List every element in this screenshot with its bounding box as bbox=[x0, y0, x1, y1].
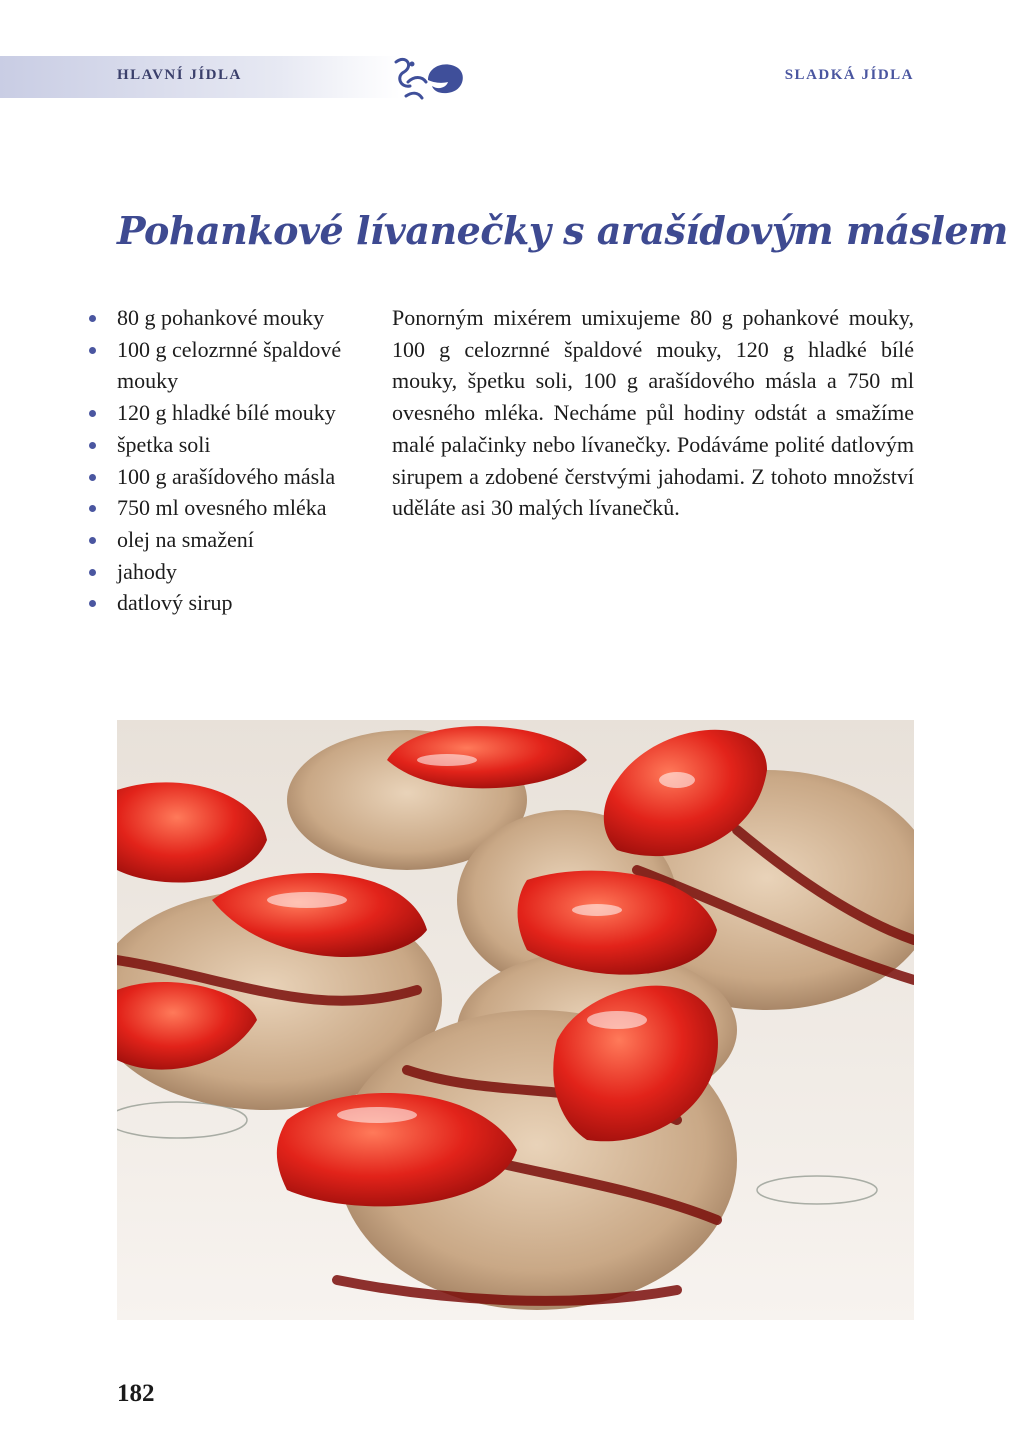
recipe-photo bbox=[117, 720, 914, 1320]
ingredients-list bbox=[88, 302, 378, 619]
recipe-instructions: Ponorným mixérem umixujeme 80 g pohankové mouky, 100 g celozrnné špaldové mouky, 120 g hladké bílé mouky, špetku soli, 100 g arašídového másla a 750 ml ovesného mléka. Necháme půl hodiny odstát a smažíme malé palačinky nebo lívanečky. Podáváme polité datlovým sirupem a zdobené čerstvými jahodami. Z tohoto množství uděláte asi 30 malých lívanečků. bbox=[392, 305, 914, 521]
ingredient-item: 750 ml ovesného mléka bbox=[88, 492, 378, 524]
pancakes-strawberries-image bbox=[117, 720, 914, 1320]
recipe-title: Pohankové lívanečky s arašídovým máslem bbox=[117, 208, 1008, 253]
ingredient-item: špetka soli bbox=[88, 429, 378, 461]
ingredient-item: olej na smažení bbox=[88, 524, 378, 556]
ingredient-item: 100 g arašídového másla bbox=[88, 461, 378, 493]
ingredient-item: 80 g pohankové mouky bbox=[88, 302, 378, 334]
section-label-left: HLAVNÍ JÍDLA bbox=[117, 67, 242, 83]
ingredient-item: jahody bbox=[88, 556, 378, 588]
ingredient-item: datlový sirup bbox=[88, 587, 378, 619]
flourish-ornament-icon bbox=[388, 52, 468, 102]
section-label-right: SLADKÁ JÍDLA bbox=[784, 67, 914, 83]
page-number: 182 bbox=[117, 1380, 155, 1407]
ingredient-item: 120 g hladké bílé mouky bbox=[88, 397, 378, 429]
ingredient-item: 100 g celozrnné špaldové mouky bbox=[88, 334, 378, 397]
